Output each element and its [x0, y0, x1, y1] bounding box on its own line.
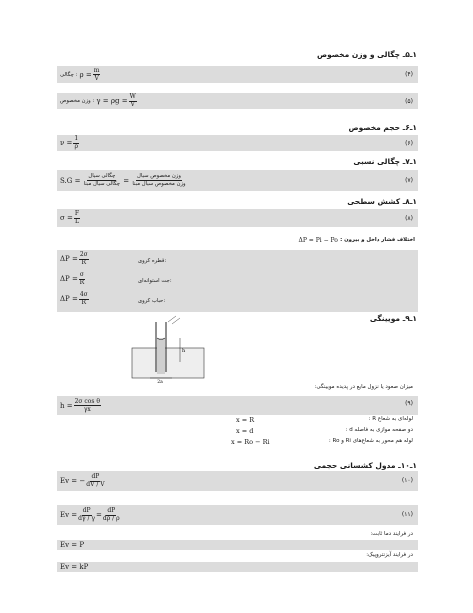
equation-band-isothermal: [57, 540, 418, 550]
section-heading-specific-volume: ۱ـ۶ـ حجم مخصوص: [348, 123, 417, 132]
surface-tension-equation: σ = $\frac{F}{L}$: [60, 210, 80, 225]
bubble-label: حباب کروی:: [138, 298, 166, 304]
jet-label: جت استوانه‌ای:: [138, 278, 172, 284]
capillary-rise-text: میزان صعود یا نزول مایع در پدیده مویینگی:: [314, 384, 413, 390]
section-heading-surface-tension: ۱ـ۸ـ کشش سطحی: [347, 197, 417, 206]
isothermal-text: در فرایند دما ثابت:: [370, 531, 413, 537]
height-label: h: [182, 348, 186, 354]
section-heading-specific-gravity: ۱ـ۷ـ چگالی نسبی: [353, 157, 417, 166]
isothermal-equation: Ev = P: [60, 541, 85, 549]
equation-band-6: [57, 135, 418, 151]
bulk-modulus-equation-alt: Ev = $\frac{dP}{d\gamma / \gamma}$ = $\frac{dP}{d\rho / \rho}$: [60, 507, 120, 522]
capillary-height-equation: h = $\frac{\text{2σ cos θ}}{\gamma x}$: [60, 397, 101, 413]
width-label: 2a: [157, 380, 163, 384]
specific-volume-equation: ν = $\frac{1}{\rho}$: [60, 135, 79, 150]
tube-radius-text: لوله‌ای به شعاع R :: [368, 416, 413, 422]
jet-equation: ΔP = $\frac{\sigma}{R}$: [60, 271, 85, 286]
parallel-plates-text: دو صفحه موازی به فاصله d :: [345, 427, 413, 433]
isentropic-text: در فرایند آیزنتروپیک:: [366, 552, 413, 558]
equation-band-pressure: [57, 250, 418, 312]
section-heading-capillarity: ۱ـ۹ـ مویینگی: [369, 314, 417, 323]
mass-over-volume: $\frac{m}{V}$: [93, 66, 100, 82]
equation-number-7: (۷): [405, 177, 413, 184]
liquid-column: [157, 338, 165, 374]
density-label: چگالی :: [60, 71, 78, 78]
rho-symbol: ρ =: [79, 70, 92, 79]
pressure-difference-line: اختلاف فشار داخل و بیرون : ΔP = Pi − Po: [298, 236, 415, 244]
isentropic-equation: Ev = kP: [60, 563, 89, 571]
density-equation: [60, 66, 101, 83]
equation-band-4: [57, 66, 418, 83]
bulk-modulus-equation: Ev = − $\frac{dP}{dV / V}$: [60, 473, 105, 488]
x-equals-d: x = d: [236, 427, 254, 435]
equation-number-8: (۸): [405, 215, 413, 222]
equation-number-5: (۵): [405, 98, 413, 105]
specific-gravity-equation: S.G = $\frac{\text{چگالی سیال}}{\text{چگالی سیال مبنا}}$ = $\frac{\text{وزن مخصوص سیال}}{\text{وزن مخصوص سیال مبنا}}$: [60, 173, 186, 187]
drop-label: قطره کروی:: [138, 258, 167, 264]
equation-band-8: [57, 209, 418, 227]
angle-marks: [168, 316, 180, 324]
capillary-tube-figure: [128, 314, 208, 384]
equation-number-9: (۹): [405, 400, 413, 407]
section-heading-bulk-modulus: ۱ـ۱۰ـ مدول کشسانی حجمی: [313, 461, 417, 470]
equation-band-10: [57, 471, 418, 491]
liquid-container: [132, 348, 204, 378]
equation-number-4: (۴): [405, 71, 413, 78]
x-equals-r: x = R: [236, 416, 255, 424]
specific-weight-equation: وزن مخصوص : γ = ρg = $\frac{W}{V}$: [60, 93, 136, 108]
x-equals-ro-ri: x = Ro − Ri: [231, 438, 270, 446]
coaxial-tube-text: لوله هم محور به شعاع‌های Ri و Ro :: [328, 438, 413, 444]
drop-equation: ΔP = $\frac{2\sigma}{R}$: [60, 251, 88, 266]
equation-number-11: (۱۱): [401, 511, 413, 518]
bubble-equation: ΔP = $\frac{4\sigma}{R}$: [60, 291, 88, 306]
equation-number-6: (۶): [405, 140, 413, 147]
equation-number-10: (۱۰): [401, 477, 413, 484]
equation-band-isentropic: [57, 562, 418, 572]
equation-band-9: [57, 396, 418, 415]
section-heading-density: ۱ـ۵ـ چگالی و وزن مخصوص: [316, 50, 417, 59]
